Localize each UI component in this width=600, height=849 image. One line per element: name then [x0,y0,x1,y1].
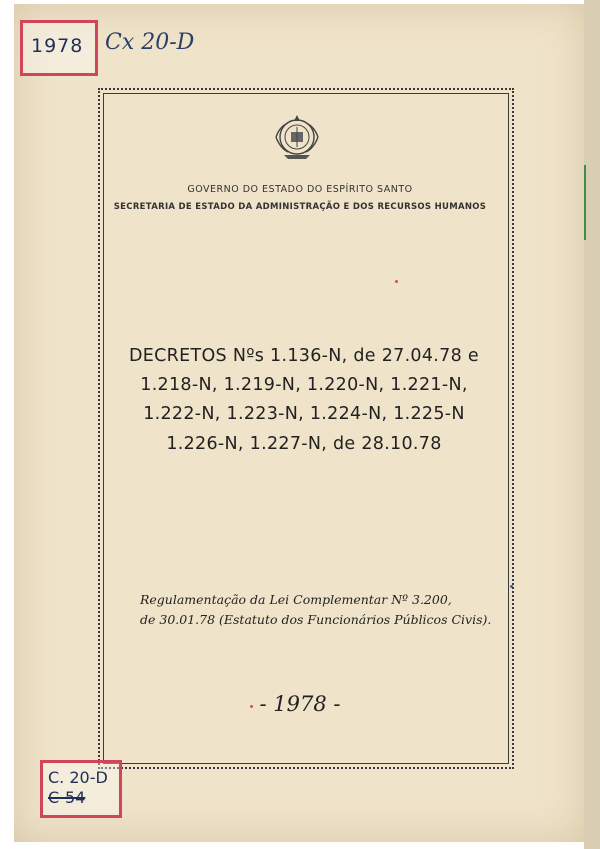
secretariat-heading: SECRETARIA DE ESTADO DA ADMINISTRAÇÃO E DOS RECURSOS HUMANOS [113,202,487,212]
decree-title-line: 1.222-N, 1.223-N, 1.224-N, 1.225-N [143,404,465,424]
state-coat-of-arms-icon [270,110,324,164]
decree-title-line: 1.226-N, 1.227-N, de 28.10.78 [166,434,442,454]
regulation-line: de 30.01.78 (Estatuto dos Funcionários Públicos Civis). [140,612,492,627]
regulation-line: Regulamentação da Lei Complementar Nº 3.200, [140,592,452,607]
archive-stamp-code: C. 20-D [48,768,108,787]
handwritten-note: Cx 20-D [105,30,195,55]
decree-title-line: 1.218-N, 1.219-N, 1.220-N, 1.221-N, [140,375,468,395]
year-stamp-text: 1978 [31,35,84,57]
archive-stamp [40,760,122,818]
archive-stamp-old-code: C-54 [48,788,86,807]
decree-title-line: DECRETOS Nºs 1.136-N, de 27.04.78 e [129,346,479,366]
government-heading: GOVERNO DO ESTADO DO ESPÍRITO SANTO [187,184,413,195]
year-stamp [20,20,98,76]
page-edge [584,0,600,849]
publication-year: - 1978 - [259,692,341,716]
